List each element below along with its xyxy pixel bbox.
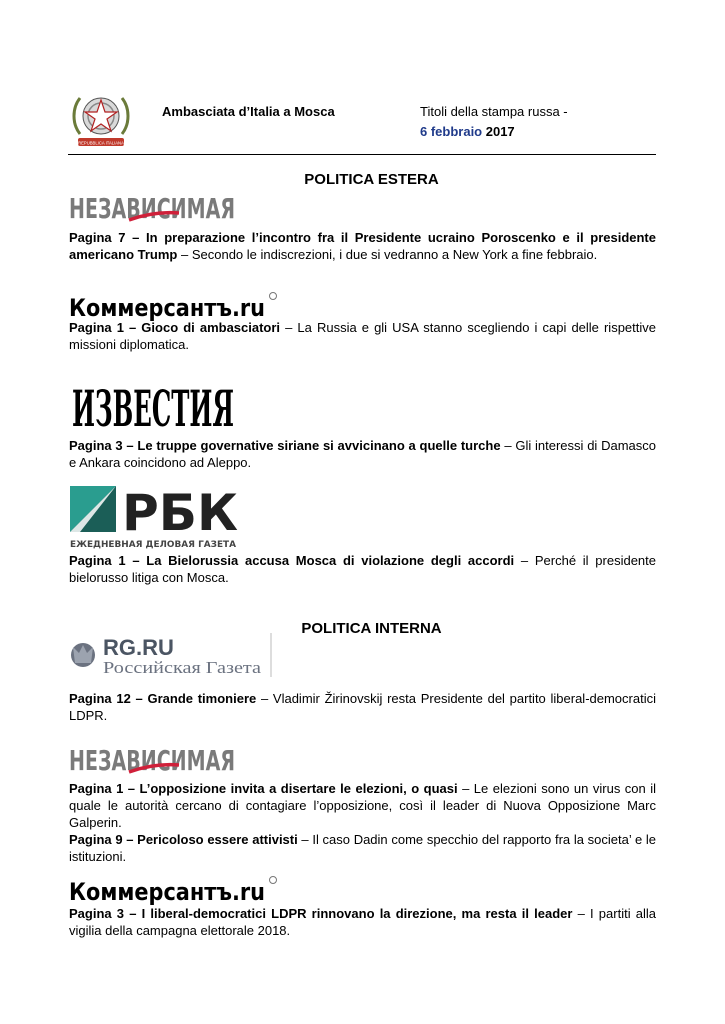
kommersant-logo	[69, 873, 279, 907]
rg-subtitle: Российская Газета	[103, 658, 262, 677]
nezavisimaya-logo-text: НЕЗАВИСИМАЯ	[69, 744, 235, 777]
date-year: 2017	[482, 124, 515, 139]
article-2-summary: – La Russia e gli USA stanno scegliendo i capi delle rispettive missioni diplomatica.	[69, 320, 656, 352]
article-3	[69, 437, 656, 471]
article-1	[69, 229, 656, 263]
izvestia-logo-text: ИЗВЕСТИЯ	[72, 379, 234, 438]
kommersant-logo-text: Коммерсантъ.ru	[69, 878, 265, 906]
kommersant-logo	[69, 289, 279, 323]
article-6	[69, 780, 656, 831]
article-7	[69, 831, 656, 865]
article-8-summary: – I partiti alla vigilia della campagna elettorale 2018.	[69, 906, 656, 938]
rbk-subtitle: ЕЖЕДНЕВНАЯ ДЕЛОВАЯ ГАЗЕТА	[70, 540, 237, 550]
section-title-politica-estera: POLITICA ESTERA	[304, 171, 439, 188]
rg-logo-text: RG.RU	[103, 635, 174, 660]
emblem-ribbon-text: REPUBBLICA ITALIANA	[78, 140, 124, 146]
article-4-summary: – Perché il presidente bielorusso litiga con Mosca.	[69, 553, 656, 585]
embassy-name: Ambasciata d’Italia a Mosca	[162, 104, 335, 119]
article-3-headline: Pagina 3 – Le truppe governative siriane si avvicinano a quelle turche	[69, 438, 501, 453]
nezavisimaya-gazeta-logo	[69, 741, 237, 775]
kommersant-logo-text: Коммерсантъ.ru	[69, 294, 265, 322]
rossiyskaya-gazeta-logo	[69, 633, 274, 677]
article-5	[69, 690, 656, 724]
article-1-summary: – Secondo le indiscrezioni, i due si vedranno a New York a fine febbraio.	[177, 247, 598, 262]
article-7-headline: Pagina 9 – Pericoloso essere attivisti	[69, 832, 298, 847]
article-1-headline: Pagina 7 – In preparazione l’incontro fra il Presidente ucraino Poroscenko e il presidente americano Trump	[69, 230, 656, 262]
article-4	[69, 552, 656, 586]
article-6-summary: – Le elezioni sono un virus con il quale le autorità cercano di contagiare l’opposizione, così il leader di Nuova Opposizione Marc Galperin.	[69, 781, 656, 830]
article-2-headline: Pagina 1 – Gioco di ambasciatori	[69, 320, 281, 335]
press-date	[420, 124, 515, 139]
izvestia-logo	[70, 378, 238, 438]
date-day-month: 6 febbraio	[420, 124, 483, 139]
article-5-summary: – Vladimir Žirinovskij resta Presidente del partito liberal-democratici LDPR.	[69, 691, 656, 723]
double-headed-eagle-icon	[71, 643, 95, 667]
rbk-logo-text: РБК	[122, 484, 239, 542]
article-2	[69, 319, 656, 353]
article-8	[69, 905, 656, 939]
article-3-summary: – Gli interessi di Damasco e Ankara coincidono ad Aleppo.	[69, 438, 656, 470]
italian-republic-emblem	[70, 86, 132, 152]
article-5-headline: Pagina 12 – Grande timoniere	[69, 691, 257, 706]
article-6-headline: Pagina 1 – L’opposizione invita a disertare le elezioni, o quasi	[69, 781, 458, 796]
nezavisimaya-gazeta-logo	[69, 189, 237, 223]
press-review-title: Titoli della stampa russa -	[420, 104, 568, 119]
article-4-headline: Pagina 1 – La Bielorussia accusa Mosca di violazione degli accordi	[69, 553, 515, 568]
nezavisimaya-logo-text: НЕЗАВИСИМАЯ	[69, 192, 235, 225]
article-7-summary: – Il caso Dadin come specchio del rapporto fra la societa’ e le istituzioni.	[69, 832, 656, 864]
header-divider	[68, 154, 656, 155]
rbk-logo	[70, 486, 240, 552]
article-8-headline: Pagina 3 – I liberal-democratici LDPR rinnovano la direzione, ma resta il leader	[69, 906, 573, 921]
section-title-politica-interna: POLITICA INTERNA	[301, 620, 442, 637]
